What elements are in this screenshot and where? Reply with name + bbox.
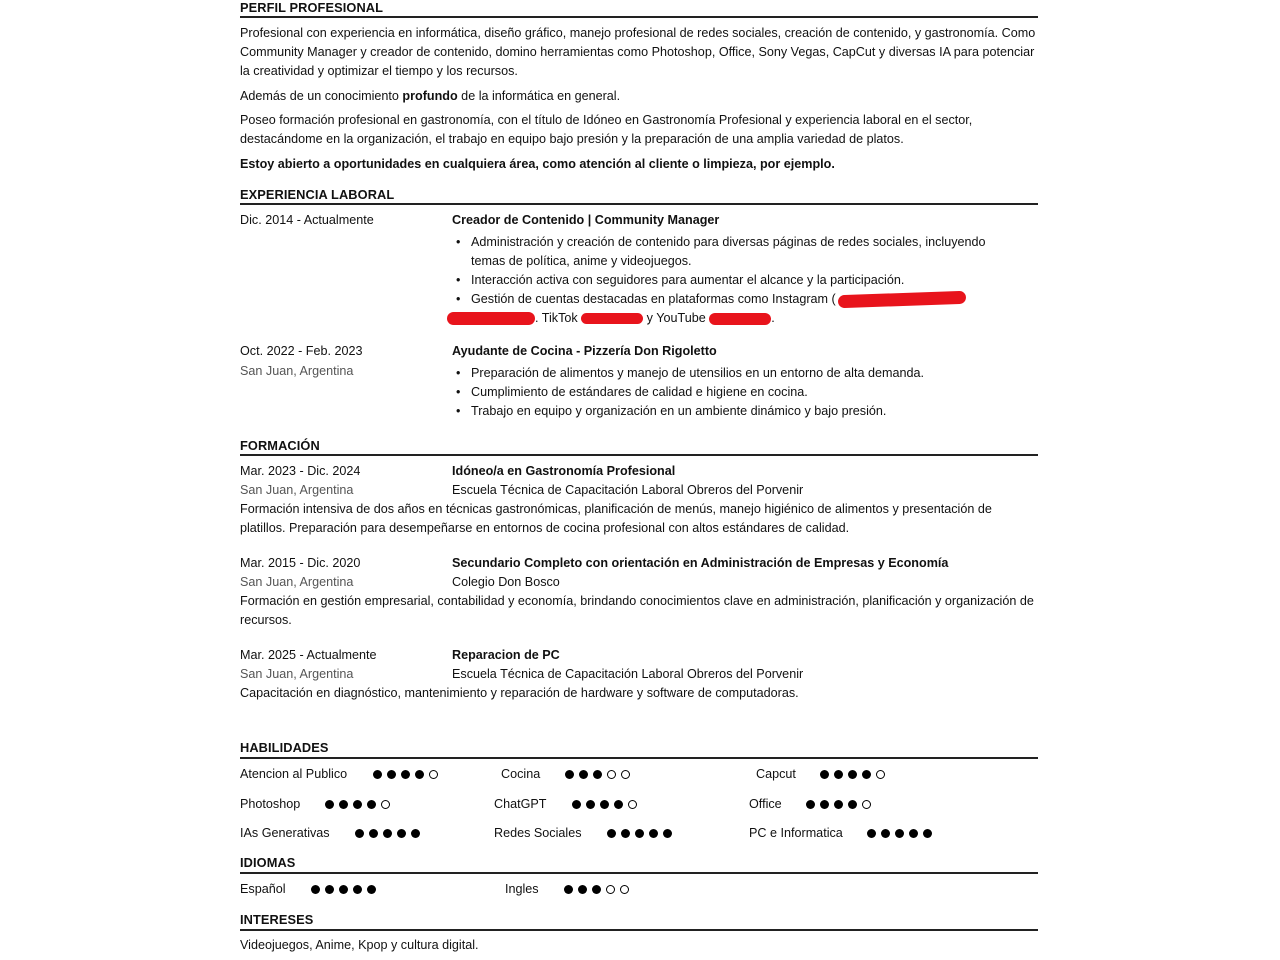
rating-dot-filled bbox=[367, 885, 376, 894]
skill-name: ChatGPT bbox=[494, 797, 547, 811]
skill-rating bbox=[355, 826, 425, 840]
skill-rating bbox=[325, 797, 395, 811]
rating-dot-empty bbox=[621, 770, 630, 779]
job-title: Creador de Contenido | Community Manager bbox=[452, 213, 720, 227]
rating-dot-empty bbox=[620, 885, 629, 894]
rating-dot-filled bbox=[397, 829, 406, 838]
edu-location: San Juan, Argentina bbox=[240, 483, 354, 497]
rating-dot-filled bbox=[353, 885, 362, 894]
section-title-habilidades: HABILIDADES bbox=[240, 740, 329, 755]
redaction-mark bbox=[709, 313, 771, 325]
rating-dot-filled bbox=[862, 770, 871, 779]
rating-dot-filled bbox=[579, 770, 588, 779]
skill-name: IAs Generativas bbox=[240, 826, 330, 840]
rating-dot-filled bbox=[607, 829, 616, 838]
redaction-mark bbox=[838, 291, 966, 308]
perfil-paragraph-1: Profesional con experiencia en informática, diseño gráfico, manejo profesional de redes sociales, creación de contenido, y gastronomía. Como Community Manager y creador de contenido, domino herramientas como Photoshop, Office, Sony Vegas, CapCut y diversas IA para potenciar la creatividad y optimizar el tiempo y los recursos. bbox=[240, 26, 1036, 78]
redaction-mark bbox=[581, 313, 643, 324]
edu-description: Formación intensiva de dos años en técnicas gastronómicas, planificación de menús, manejo higiénico de alimentos y presentación de platillos. Preparación para desempeñarse en entornos de cocina profesional con altos estándares de calidad. bbox=[240, 502, 992, 535]
rating-dot-filled bbox=[867, 829, 876, 838]
rating-dot-filled bbox=[834, 800, 843, 809]
section-title-perfil: PERFIL PROFESIONAL bbox=[240, 0, 384, 15]
intereses-text: Videojuegos, Anime, Kpop y cultura digital. bbox=[240, 938, 479, 952]
rating-dot-filled bbox=[848, 800, 857, 809]
language-rating bbox=[564, 882, 634, 896]
rating-dot-filled bbox=[311, 885, 320, 894]
job-bullet: • Preparación de alimentos y manejo de utensilios en un entorno de alta demanda. bbox=[452, 364, 1012, 383]
rating-dot-filled bbox=[355, 829, 364, 838]
rating-dot-filled bbox=[325, 885, 334, 894]
job-bullet-text: Gestión de cuentas destacadas en plataformas como Instagram ( bbox=[471, 292, 836, 306]
rating-dot-empty bbox=[628, 800, 637, 809]
skill-rating bbox=[867, 826, 937, 840]
perfil-p2-text-end: de la informática en general. bbox=[457, 89, 621, 103]
rating-dot-empty bbox=[876, 770, 885, 779]
rating-dot-filled bbox=[820, 770, 829, 779]
job-bullets bbox=[452, 233, 1012, 328]
job-date: Oct. 2022 - Feb. 2023 bbox=[240, 344, 363, 358]
edu-school: Colegio Don Bosco bbox=[452, 575, 560, 589]
edu-degree: Reparacion de PC bbox=[452, 648, 560, 662]
rating-dot-filled bbox=[383, 829, 392, 838]
edu-school: Escuela Técnica de Capacitación Laboral Obreros del Porvenir bbox=[452, 667, 804, 681]
rating-dot-filled bbox=[401, 770, 410, 779]
language-rating bbox=[311, 882, 381, 896]
rating-dot-filled bbox=[592, 885, 601, 894]
rating-dot-filled bbox=[881, 829, 890, 838]
job-bullet bbox=[452, 290, 1012, 328]
rating-dot-filled bbox=[600, 800, 609, 809]
job-bullet: • Administración y creación de contenido para diversas páginas de redes sociales, incluyendo temas de política, anime y videojuegos. bbox=[452, 233, 1012, 271]
skill-name: Cocina bbox=[501, 767, 541, 781]
rating-dot-filled bbox=[325, 800, 334, 809]
rating-dot-filled bbox=[649, 829, 658, 838]
job-bullets bbox=[452, 364, 1012, 421]
section-divider bbox=[240, 872, 1038, 874]
section-divider bbox=[240, 757, 1038, 759]
edu-date: Mar. 2025 - Actualmente bbox=[240, 648, 377, 662]
rating-dot-filled bbox=[848, 770, 857, 779]
rating-dot-filled bbox=[635, 829, 644, 838]
section-title-idiomas: IDIOMAS bbox=[240, 855, 296, 870]
rating-dot-filled bbox=[909, 829, 918, 838]
rating-dot-filled bbox=[339, 885, 348, 894]
job-bullet: • Trabajo en equipo y organización en un ambiente dinámico y bajo presión. bbox=[452, 402, 1012, 421]
rating-dot-filled bbox=[367, 800, 376, 809]
rating-dot-filled bbox=[923, 829, 932, 838]
perfil-p2-bold: profundo bbox=[402, 89, 458, 103]
section-divider bbox=[240, 929, 1038, 931]
section-title-intereses: INTERESES bbox=[240, 912, 314, 927]
skill-rating bbox=[806, 797, 876, 811]
rating-dot-empty bbox=[862, 800, 871, 809]
rating-dot-filled bbox=[614, 800, 623, 809]
skill-name: Redes Sociales bbox=[494, 826, 582, 840]
rating-dot-filled bbox=[593, 770, 602, 779]
rating-dot-filled bbox=[895, 829, 904, 838]
rating-dot-filled bbox=[565, 770, 574, 779]
rating-dot-filled bbox=[564, 885, 573, 894]
redaction-mark bbox=[447, 312, 535, 325]
rating-dot-empty bbox=[607, 770, 616, 779]
edu-date: Mar. 2023 - Dic. 2024 bbox=[240, 464, 361, 478]
rating-dot-filled bbox=[387, 770, 396, 779]
skill-rating bbox=[565, 767, 635, 781]
perfil-paragraph-2 bbox=[240, 87, 1038, 106]
job-bullet-text: . TikTok bbox=[535, 311, 582, 325]
section-title-formacion: FORMACIÓN bbox=[240, 438, 320, 453]
language-name: Español bbox=[240, 882, 286, 896]
skill-name: PC e Informatica bbox=[749, 826, 843, 840]
rating-dot-filled bbox=[834, 770, 843, 779]
edu-description: Capacitación en diagnóstico, mantenimiento y reparación de hardware y software de computadoras. bbox=[240, 686, 799, 700]
section-divider bbox=[240, 203, 1038, 205]
rating-dot-filled bbox=[411, 829, 420, 838]
edu-location: San Juan, Argentina bbox=[240, 575, 354, 589]
perfil-paragraph-4: Estoy abierto a oportunidades en cualquiera área, como atención al cliente o limpieza, por ejemplo. bbox=[240, 157, 835, 171]
skill-rating bbox=[820, 767, 890, 781]
perfil-paragraph-3: Poseo formación profesional en gastronomía, con el título de Idóneo en Gastronomía Profesional y experiencia laboral en el sector, destacándome en la organización, el trabajo en equipo bajo presión y la preparación de una amplia variedad de platos. bbox=[240, 113, 973, 146]
skill-name: Capcut bbox=[756, 767, 796, 781]
edu-date: Mar. 2015 - Dic. 2020 bbox=[240, 556, 361, 570]
job-bullet: • Interacción activa con seguidores para aumentar el alcance y la participación. bbox=[452, 271, 1012, 290]
rating-dot-filled bbox=[663, 829, 672, 838]
rating-dot-empty bbox=[429, 770, 438, 779]
job-title: Ayudante de Cocina - Pizzería Don Rigoletto bbox=[452, 344, 717, 358]
section-divider bbox=[240, 16, 1038, 18]
rating-dot-filled bbox=[586, 800, 595, 809]
skill-name: Office bbox=[749, 797, 782, 811]
edu-location: San Juan, Argentina bbox=[240, 667, 354, 681]
skill-name: Photoshop bbox=[240, 797, 301, 811]
rating-dot-filled bbox=[621, 829, 630, 838]
job-bullet-text: y YouTube bbox=[643, 311, 710, 325]
job-bullet-text: . bbox=[771, 311, 775, 325]
job-date: Dic. 2014 - Actualmente bbox=[240, 213, 374, 227]
rating-dot-filled bbox=[373, 770, 382, 779]
job-bullet: • Cumplimiento de estándares de calidad e higiene en cocina. bbox=[452, 383, 1012, 402]
language-name: Ingles bbox=[505, 882, 539, 896]
edu-description: Formación en gestión empresarial, contabilidad y economía, brindando conocimientos clave en administración, planificación y organización de recursos. bbox=[240, 594, 1034, 627]
edu-school: Escuela Técnica de Capacitación Laboral Obreros del Porvenir bbox=[452, 483, 804, 497]
edu-degree: Secundario Completo con orientación en Administración de Empresas y Economía bbox=[452, 556, 949, 570]
rating-dot-filled bbox=[820, 800, 829, 809]
rating-dot-empty bbox=[381, 800, 390, 809]
perfil-p2-text: Además de un conocimiento bbox=[240, 89, 403, 103]
section-divider bbox=[240, 454, 1038, 456]
skill-name: Atencion al Publico bbox=[240, 767, 348, 781]
section-title-experiencia: EXPERIENCIA LABORAL bbox=[240, 187, 395, 202]
skill-rating bbox=[607, 826, 677, 840]
rating-dot-empty bbox=[606, 885, 615, 894]
job-location: San Juan, Argentina bbox=[240, 364, 354, 378]
rating-dot-filled bbox=[578, 885, 587, 894]
edu-degree: Idóneo/a en Gastronomía Profesional bbox=[452, 464, 676, 478]
skill-rating bbox=[572, 797, 642, 811]
rating-dot-filled bbox=[353, 800, 362, 809]
rating-dot-filled bbox=[369, 829, 378, 838]
rating-dot-filled bbox=[572, 800, 581, 809]
rating-dot-filled bbox=[339, 800, 348, 809]
rating-dot-filled bbox=[415, 770, 424, 779]
skill-rating bbox=[373, 767, 443, 781]
rating-dot-filled bbox=[806, 800, 815, 809]
